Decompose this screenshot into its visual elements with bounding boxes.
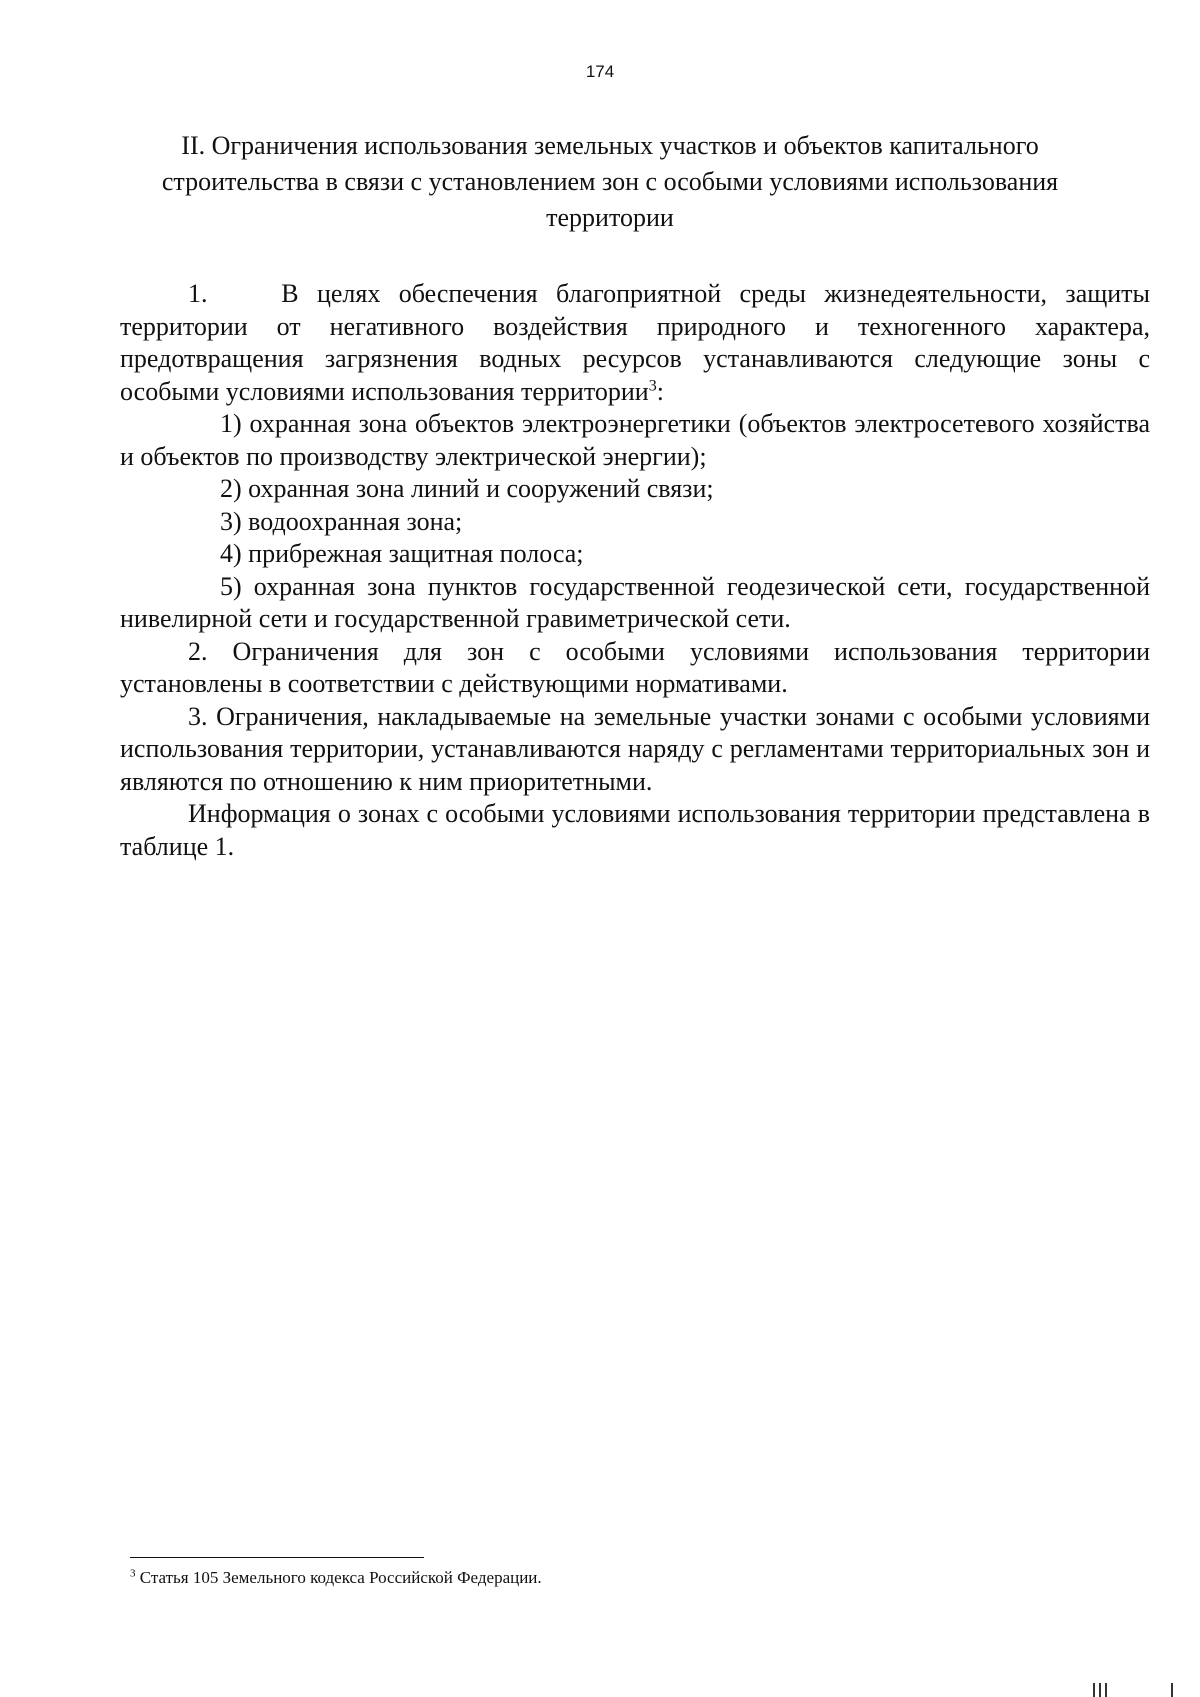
page-number: 174 — [585, 62, 615, 81]
paragraph-1-end: : — [656, 376, 664, 406]
footnote — [130, 1567, 542, 1589]
list-item: 2) охранная зона линий и сооружений связи; — [220, 474, 714, 503]
paragraph-3: 3. Ограничения, накладываемые на земельные участки зонами с особыми условиями использования территории, устанавливаются наряду с регламентами территориальных зон и являются по отношению к ним приоритетными. — [120, 701, 1150, 796]
footnote-text: Статья 105 Земельного кодекса Российской Федерации. — [139, 1568, 542, 1587]
footnote-divider — [130, 1557, 424, 1558]
document-body — [120, 278, 1150, 863]
paragraph-1 — [120, 278, 1150, 408]
list-item: 5) охранная зона пунктов государственной геодезической сети, государственной нивелирной сети и государственной гравиметрической сети. — [120, 571, 1150, 633]
list-item: 1) охранная зона объектов электроэнергетики (объектов электросетевого хозяйства и объектов по производству электрической энергии); — [120, 409, 1150, 471]
list-item: 4) прибрежная защитная полоса; — [220, 539, 584, 568]
list-item: 3) водоохранная зона; — [220, 506, 463, 536]
paragraph-1-text: В целях обеспечения благоприятной среды жизнедеятельности, защиты территории от негативного воздействия природного и техногенного характера, предотвращения загрязнения водных ресурсов устанавливаются следующие зоны с особыми условиями использования территории — [120, 279, 1150, 406]
section-title: II. Ограничения использования земельных участков и объектов капитального строительства в связи с установлением зон с особыми условиями использования территории — [161, 131, 1059, 232]
paragraph-1-number: 1. — [188, 279, 208, 308]
footnote-reference: 3 — [648, 376, 657, 394]
paragraph-4: Информация о зонах с особыми условиями использования территории представлена в таблице 1. — [120, 799, 1150, 861]
scan-marks — [1093, 1683, 1193, 1697]
footnote-number: 3 — [130, 1567, 136, 1580]
paragraph-2: 2. Ограничения для зон с особыми условиями использования территории установлены в соответствии с действующими нормативами. — [120, 636, 1150, 698]
